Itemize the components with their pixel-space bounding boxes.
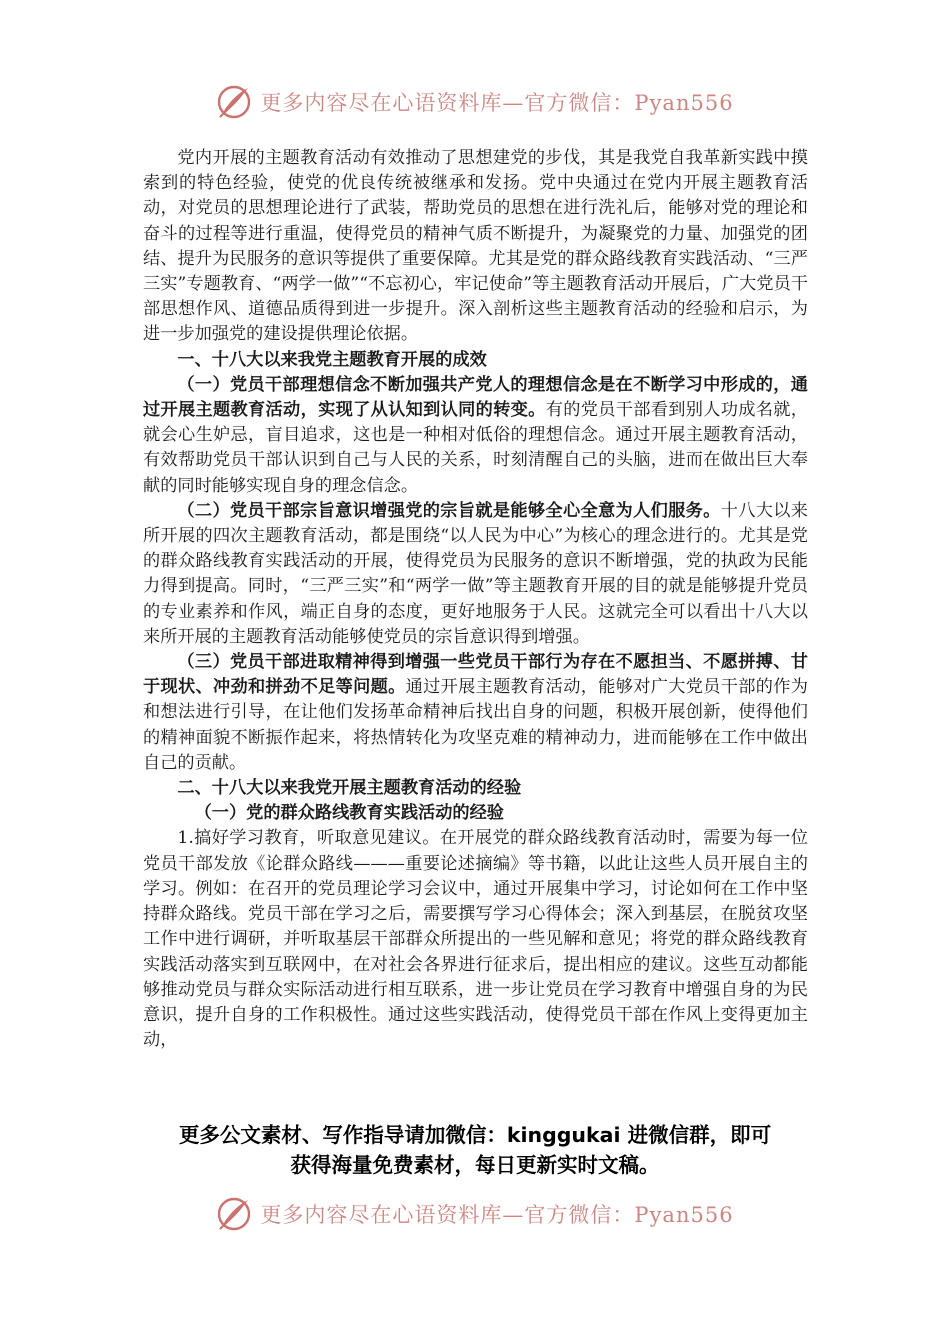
subsection-paragraph-1 bbox=[143, 373, 808, 499]
subsection-lead-1: （一）党员干部理想信念不断加强共产党人的理想信念是在不断学习中形成的，通过开展主题教育活动，实现了从认知到认同的转变。 bbox=[143, 374, 808, 421]
banner-text: 更多内容尽在心语资料库—官方微信：Pyan556 bbox=[260, 91, 734, 115]
promo-line-1: 更多公文素材、写作指导请加微信：kinggukai 进微信群，即可 bbox=[178, 1123, 772, 1147]
section-heading-1: 一、十八大以来我党主题教育开展的成效 bbox=[177, 349, 487, 370]
header-watermark-banner bbox=[0, 80, 950, 124]
subsection-lead-2: （二）党员干部宗旨意识增强党的宗旨就是能够全心全意为人们服务。 bbox=[177, 500, 721, 521]
subsection-body-1: 有的党员干部看到别人功成名就，就会心生妒忌，盲目追求，这也是一种相对低俗的理想信念。通过开展主题教育活动，有效帮助党员干部认识到自己与人民的关系，时刻清醒自己的头脑，进而在做出巨大奉献的同时能够实现自身的理念信念。 bbox=[143, 400, 808, 496]
quill-logo-icon bbox=[216, 1196, 252, 1232]
practice-paragraph: 1.搞好学习教育，听取意见建议。在开展党的群众路线教育活动时，需要为每一位党员干部发放《论群众路线———重要论述摘编》等书籍，以此让这些人员开展自主的学习。例如：在召开的党员理论学习会议中，通过开展集中学习，讨论如何在工作中坚持群众路线。党员干部在学习之后，需要撰写学习心得体会；深入到基层，在脱贫攻坚工作中进行调研，并听取基层干部群众所提出的一些见解和意见；将党的群众路线教育实践活动落实到互联网中，在对社会各界进行征求后，提出相应的建议。这些互动都能够推动党员与群众实际活动进行相互联系，进一步让党员在学习教育中增强自身的为民意识，提升自身的工作积极性。通过这些实践活动，使得党员干部在作风上变得更加主动， bbox=[143, 828, 808, 1051]
subsection-body-2: 十八大以来所开展的四次主题教育活动，都是围绕“以人民为中心”为核心的理念进行的。尤其是党的群众路线教育实践活动的开展，使得党员为民服务的意识不断增强，党的执政为民能力得到提高。同时，“三严三实”和“两学一做”等主题教育开展的目的就是能够提升党员的专业素养和作风，端正自身的态度，更好地服务于人民。这就完全可以看出十八大以来所开展的主题教育活动能够使党员的宗旨意识得到增强。 bbox=[143, 500, 808, 647]
subsection-heading-2-1: （一）党的群众路线教育实践活动的经验 bbox=[194, 803, 504, 824]
article-body bbox=[143, 146, 808, 1053]
section-heading-2: 二、十八大以来我党开展主题教育活动的经验 bbox=[177, 778, 522, 799]
footer-watermark-banner bbox=[0, 1192, 950, 1236]
promo-notice bbox=[100, 1120, 850, 1180]
promo-line-2: 获得海量免费素材，每日更新实时文稿。 bbox=[290, 1153, 660, 1177]
quill-logo-icon bbox=[216, 84, 252, 120]
subsection-lead-3: （三）党员干部进取精神得到增强一些党员干部行为存在不愿担当、不愿拼搏、甘于现状、冲劲和拼劲不足等问题。 bbox=[143, 652, 808, 698]
subsection-paragraph-3 bbox=[143, 650, 808, 776]
intro-paragraph: 党内开展的主题教育活动有效推动了思想建党的步伐，其是我党自我革新实践中摸索到的特色经验，使党的优良传统被继承和发扬。党中央通过在党内开展主题教育活动，对党员的思想理论进行了武装，帮助党员的思想在进行洗礼后，能够对党的理论和奋斗的过程等进行重温，使得党员的精神气质不断提升，为凝聚党的力量、加强党的团结、提升为民服务的意识等提供了重要保障。尤其是党的群众路线教育实践活动、“三严三实”专题教育、“两学一做”“不忘初心，牢记使命”等主题教育活动开展后，广大党员干部思想作风、道德品质得到进一步提升。深入剖析这些主题教育活动的经验和启示，为进一步加强党的建设提供理论依据。 bbox=[143, 148, 808, 345]
subsection-body-3: 通过开展主题教育活动，能够对广大党员干部的作为和想法进行引导，在让他们发扬革命精神后找出自身的问题，积极开展创新，使得他们的精神面貌不断振作起来，将热情转化为攻坚克难的精神动力，进而能够在工作中做出自己的贡献。 bbox=[143, 677, 808, 773]
subsection-paragraph-2 bbox=[143, 499, 808, 650]
banner-text: 更多内容尽在心语资料库—官方微信：Pyan556 bbox=[260, 1203, 734, 1227]
